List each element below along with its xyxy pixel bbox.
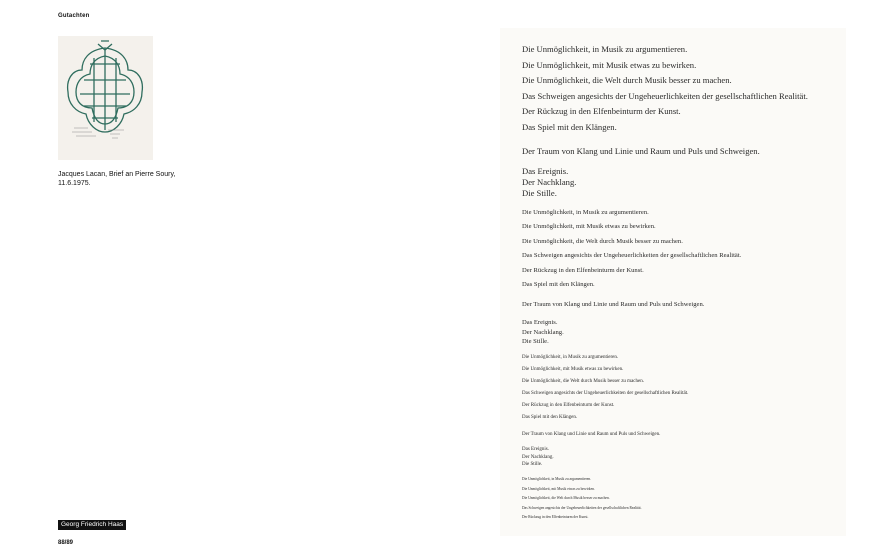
section-label: Gutachten [58, 13, 90, 19]
poem-line: Die Unmöglichkeit, mit Musik etwas zu bewirken. [522, 367, 624, 372]
poem-line: Der Nachklang. [522, 328, 564, 336]
poem-line: Die Unmöglichkeit, in Musik zu argumentieren. [522, 477, 592, 481]
caption-line: Jacques Lacan, Brief an Pierre Soury, [58, 171, 176, 178]
poem-line: Der Nachklang. [522, 454, 554, 460]
poem-line: Die Unmöglichkeit, in Musik zu argumentieren. [522, 44, 688, 54]
poem-block-small [522, 352, 688, 469]
poem-line: Das Ereignis. [522, 319, 558, 327]
poem-dream-line: Der Traum von Klang und Linie und Raum und Puls und Schweigen. [522, 301, 705, 309]
poem-line: Das Schweigen angesichts der Ungeheuerlichkeiten der gesellschaftlichen Realität. [522, 252, 742, 260]
poem-line: Die Unmöglichkeit, in Musik zu argumentieren. [522, 355, 619, 360]
poem-line: Die Unmöglichkeit, mit Musik etwas zu bewirken. [522, 59, 697, 70]
poem-line: Der Rückzug in den Elfenbeinturm der Kunst. [522, 266, 644, 274]
poem-line: Das Ereignis. [522, 165, 569, 176]
poem-line: Das Schweigen angesichts der Ungeheuerlichkeiten der gesellschaftlichen Realität. [522, 505, 642, 510]
scanned-poem-page [500, 28, 846, 536]
poem-dream-line: Der Traum von Klang und Linie und Raum und Puls und Schweigen. [522, 432, 661, 437]
poem-line: Der Nachklang. [522, 176, 577, 187]
poem-block-large [522, 42, 808, 199]
poem-block-medium [522, 206, 741, 347]
poem-line: Das Ereignis. [522, 447, 549, 452]
poem-block-tiny [522, 475, 642, 523]
poem-line: Das Schweigen angesichts der Ungeheuerlichkeiten der gesellschaftlichen Realität. [522, 90, 808, 101]
poem-line: Die Stille. [522, 338, 549, 346]
figure-caption [58, 170, 175, 188]
poem-dream-line: Der Traum von Klang und Linie und Raum und Puls und Schweigen. [522, 145, 760, 156]
author-tag: Georg Friedrich Haas [58, 520, 126, 530]
poem-line: Die Unmöglichkeit, die Welt durch Musik besser zu machen. [522, 379, 644, 384]
poem-line: Die Unmöglichkeit, mit Musik etwas zu bewirken. [522, 486, 595, 491]
poem-line: Der Rückzug in den Elfenbeinturm der Kunst. [522, 106, 681, 117]
caption-line: 11.6.1975. [58, 180, 91, 187]
poem-line: Das Spiel mit den Klängen. [522, 121, 617, 132]
poem-line: Die Stille. [522, 187, 557, 198]
poem-line: Das Spiel mit den Klängen. [522, 281, 595, 289]
poem-line: Das Spiel mit den Klängen. [522, 415, 578, 420]
poem-line: Der Rückzug in den Elfenbeinturm der Kunst. [522, 515, 589, 520]
knot-drawing [58, 36, 153, 160]
lacan-letter-image [58, 36, 153, 160]
page-number: 88/89 [58, 540, 74, 546]
poem-line: Der Rückzug in den Elfenbeinturm der Kunst. [522, 403, 615, 408]
poem-line: Die Unmöglichkeit, die Welt durch Musik besser zu machen. [522, 237, 683, 245]
poem-line: Die Unmöglichkeit, die Welt durch Musik besser zu machen. [522, 75, 732, 86]
poem-line: Die Unmöglichkeit, in Musik zu argumentieren. [522, 209, 649, 216]
poem-line: Die Unmöglichkeit, die Welt durch Musik besser zu machen. [522, 496, 610, 501]
poem-line: Die Stille. [522, 462, 543, 467]
poem-line: Das Schweigen angesichts der Ungeheuerlichkeiten der gesellschaftlichen Realität. [522, 391, 689, 396]
poem-line: Die Unmöglichkeit, mit Musik etwas zu bewirken. [522, 223, 656, 231]
